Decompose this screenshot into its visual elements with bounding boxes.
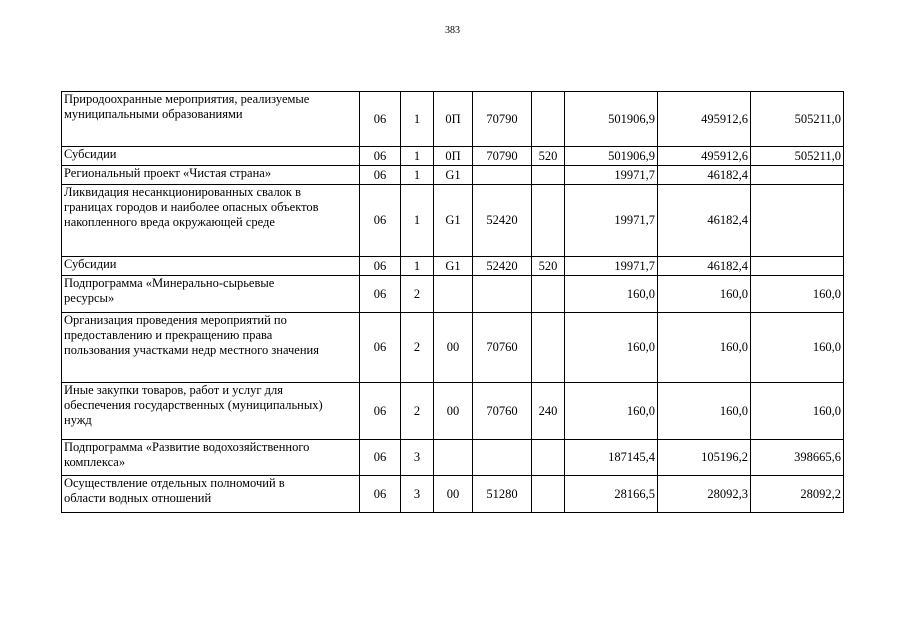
expense-type-cell bbox=[532, 166, 565, 185]
target-article-cell: 52420 bbox=[473, 185, 532, 257]
program-code-cell: G1 bbox=[434, 166, 473, 185]
program-code-cell: 00 bbox=[434, 383, 473, 440]
expense-type-cell: 240 bbox=[532, 383, 565, 440]
amount-year2-cell: 105196,2 bbox=[658, 440, 751, 476]
table-row bbox=[62, 257, 844, 276]
row-name-cell: Субсидии bbox=[62, 147, 360, 166]
subsection-code-cell: 2 bbox=[401, 276, 434, 313]
amount-year3-cell: 505211,0 bbox=[751, 147, 844, 166]
target-article-cell: 52420 bbox=[473, 257, 532, 276]
program-code-cell: 00 bbox=[434, 476, 473, 513]
table-row bbox=[62, 313, 844, 383]
program-code-cell: 0П bbox=[434, 92, 473, 147]
amount-year3-cell: 505211,0 bbox=[751, 92, 844, 147]
amount-year2-cell: 28092,3 bbox=[658, 476, 751, 513]
amount-year2-cell: 160,0 bbox=[658, 313, 751, 383]
subsection-code-cell: 2 bbox=[401, 383, 434, 440]
subsection-code-cell: 1 bbox=[401, 147, 434, 166]
section-code-cell: 06 bbox=[360, 166, 401, 185]
expense-type-cell bbox=[532, 276, 565, 313]
table-row bbox=[62, 185, 844, 257]
row-name-cell: Подпрограмма «Развитие водохозяйственного комплекса» bbox=[62, 440, 360, 476]
section-code-cell: 06 bbox=[360, 313, 401, 383]
program-code-cell: G1 bbox=[434, 257, 473, 276]
table-row bbox=[62, 276, 844, 313]
expense-type-cell bbox=[532, 313, 565, 383]
subsection-code-cell: 1 bbox=[401, 166, 434, 185]
subsection-code-cell: 3 bbox=[401, 440, 434, 476]
expense-type-cell bbox=[532, 185, 565, 257]
amount-year1-cell: 160,0 bbox=[565, 276, 658, 313]
subsection-code-cell: 1 bbox=[401, 185, 434, 257]
target-article-cell: 70760 bbox=[473, 383, 532, 440]
amount-year3-cell: 398665,6 bbox=[751, 440, 844, 476]
section-code-cell: 06 bbox=[360, 92, 401, 147]
amount-year1-cell: 19971,7 bbox=[565, 166, 658, 185]
amount-year2-cell: 495912,6 bbox=[658, 147, 751, 166]
amount-year1-cell: 28166,5 bbox=[565, 476, 658, 513]
target-article-cell: 70790 bbox=[473, 147, 532, 166]
amount-year2-cell: 160,0 bbox=[658, 383, 751, 440]
amount-year3-cell bbox=[751, 185, 844, 257]
target-article-cell: 70760 bbox=[473, 313, 532, 383]
amount-year1-cell: 187145,4 bbox=[565, 440, 658, 476]
amount-year2-cell: 160,0 bbox=[658, 276, 751, 313]
amount-year2-cell: 46182,4 bbox=[658, 166, 751, 185]
amount-year3-cell bbox=[751, 166, 844, 185]
row-name-cell: Ликвидация несанкционированных свалок в границах городов и наиболее опасных объектов накопленного вреда окружающей среде bbox=[62, 185, 360, 257]
subsection-code-cell: 1 bbox=[401, 257, 434, 276]
program-code-cell: G1 bbox=[434, 185, 473, 257]
section-code-cell: 06 bbox=[360, 257, 401, 276]
row-name-cell: Региональный проект «Чистая страна» bbox=[62, 166, 360, 185]
amount-year1-cell: 501906,9 bbox=[565, 92, 658, 147]
amount-year1-cell: 160,0 bbox=[565, 383, 658, 440]
row-name-cell: Осуществление отдельных полномочий в области водных отношений bbox=[62, 476, 360, 513]
amount-year3-cell bbox=[751, 257, 844, 276]
table-row bbox=[62, 92, 844, 147]
table-row bbox=[62, 166, 844, 185]
section-code-cell: 06 bbox=[360, 147, 401, 166]
row-name-cell: Природоохранные мероприятия, реализуемые муниципальными образованиями bbox=[62, 92, 360, 147]
table-row bbox=[62, 147, 844, 166]
table-row bbox=[62, 476, 844, 513]
target-article-cell: 51280 bbox=[473, 476, 532, 513]
section-code-cell: 06 bbox=[360, 185, 401, 257]
amount-year2-cell: 46182,4 bbox=[658, 257, 751, 276]
row-name-cell: Субсидии bbox=[62, 257, 360, 276]
budget-table bbox=[61, 91, 844, 513]
expense-type-cell bbox=[532, 476, 565, 513]
section-code-cell: 06 bbox=[360, 476, 401, 513]
program-code-cell bbox=[434, 440, 473, 476]
target-article-cell bbox=[473, 276, 532, 313]
program-code-cell: 00 bbox=[434, 313, 473, 383]
table-body bbox=[62, 92, 844, 513]
table-row bbox=[62, 440, 844, 476]
amount-year3-cell: 160,0 bbox=[751, 276, 844, 313]
target-article-cell bbox=[473, 440, 532, 476]
amount-year1-cell: 160,0 bbox=[565, 313, 658, 383]
program-code-cell bbox=[434, 276, 473, 313]
section-code-cell: 06 bbox=[360, 276, 401, 313]
subsection-code-cell: 3 bbox=[401, 476, 434, 513]
target-article-cell: 70790 bbox=[473, 92, 532, 147]
amount-year3-cell: 160,0 bbox=[751, 313, 844, 383]
row-name-cell: Подпрограмма «Минерально-сырьевые ресурсы» bbox=[62, 276, 360, 313]
amount-year2-cell: 46182,4 bbox=[658, 185, 751, 257]
section-code-cell: 06 bbox=[360, 440, 401, 476]
amount-year1-cell: 19971,7 bbox=[565, 185, 658, 257]
page-number: 383 bbox=[445, 25, 460, 36]
amount-year3-cell: 160,0 bbox=[751, 383, 844, 440]
program-code-cell: 0П bbox=[434, 147, 473, 166]
expense-type-cell: 520 bbox=[532, 147, 565, 166]
table-row bbox=[62, 383, 844, 440]
row-name-cell: Иные закупки товаров, работ и услуг для обеспечения государственных (муниципальных) нужд bbox=[62, 383, 360, 440]
amount-year2-cell: 495912,6 bbox=[658, 92, 751, 147]
expense-type-cell: 520 bbox=[532, 257, 565, 276]
target-article-cell bbox=[473, 166, 532, 185]
subsection-code-cell: 2 bbox=[401, 313, 434, 383]
section-code-cell: 06 bbox=[360, 383, 401, 440]
amount-year3-cell: 28092,2 bbox=[751, 476, 844, 513]
row-name-cell: Организация проведения мероприятий по предоставлению и прекращению права пользования участками недр местного значения bbox=[62, 313, 360, 383]
expense-type-cell bbox=[532, 92, 565, 147]
subsection-code-cell: 1 bbox=[401, 92, 434, 147]
expense-type-cell bbox=[532, 440, 565, 476]
amount-year1-cell: 19971,7 bbox=[565, 257, 658, 276]
amount-year1-cell: 501906,9 bbox=[565, 147, 658, 166]
